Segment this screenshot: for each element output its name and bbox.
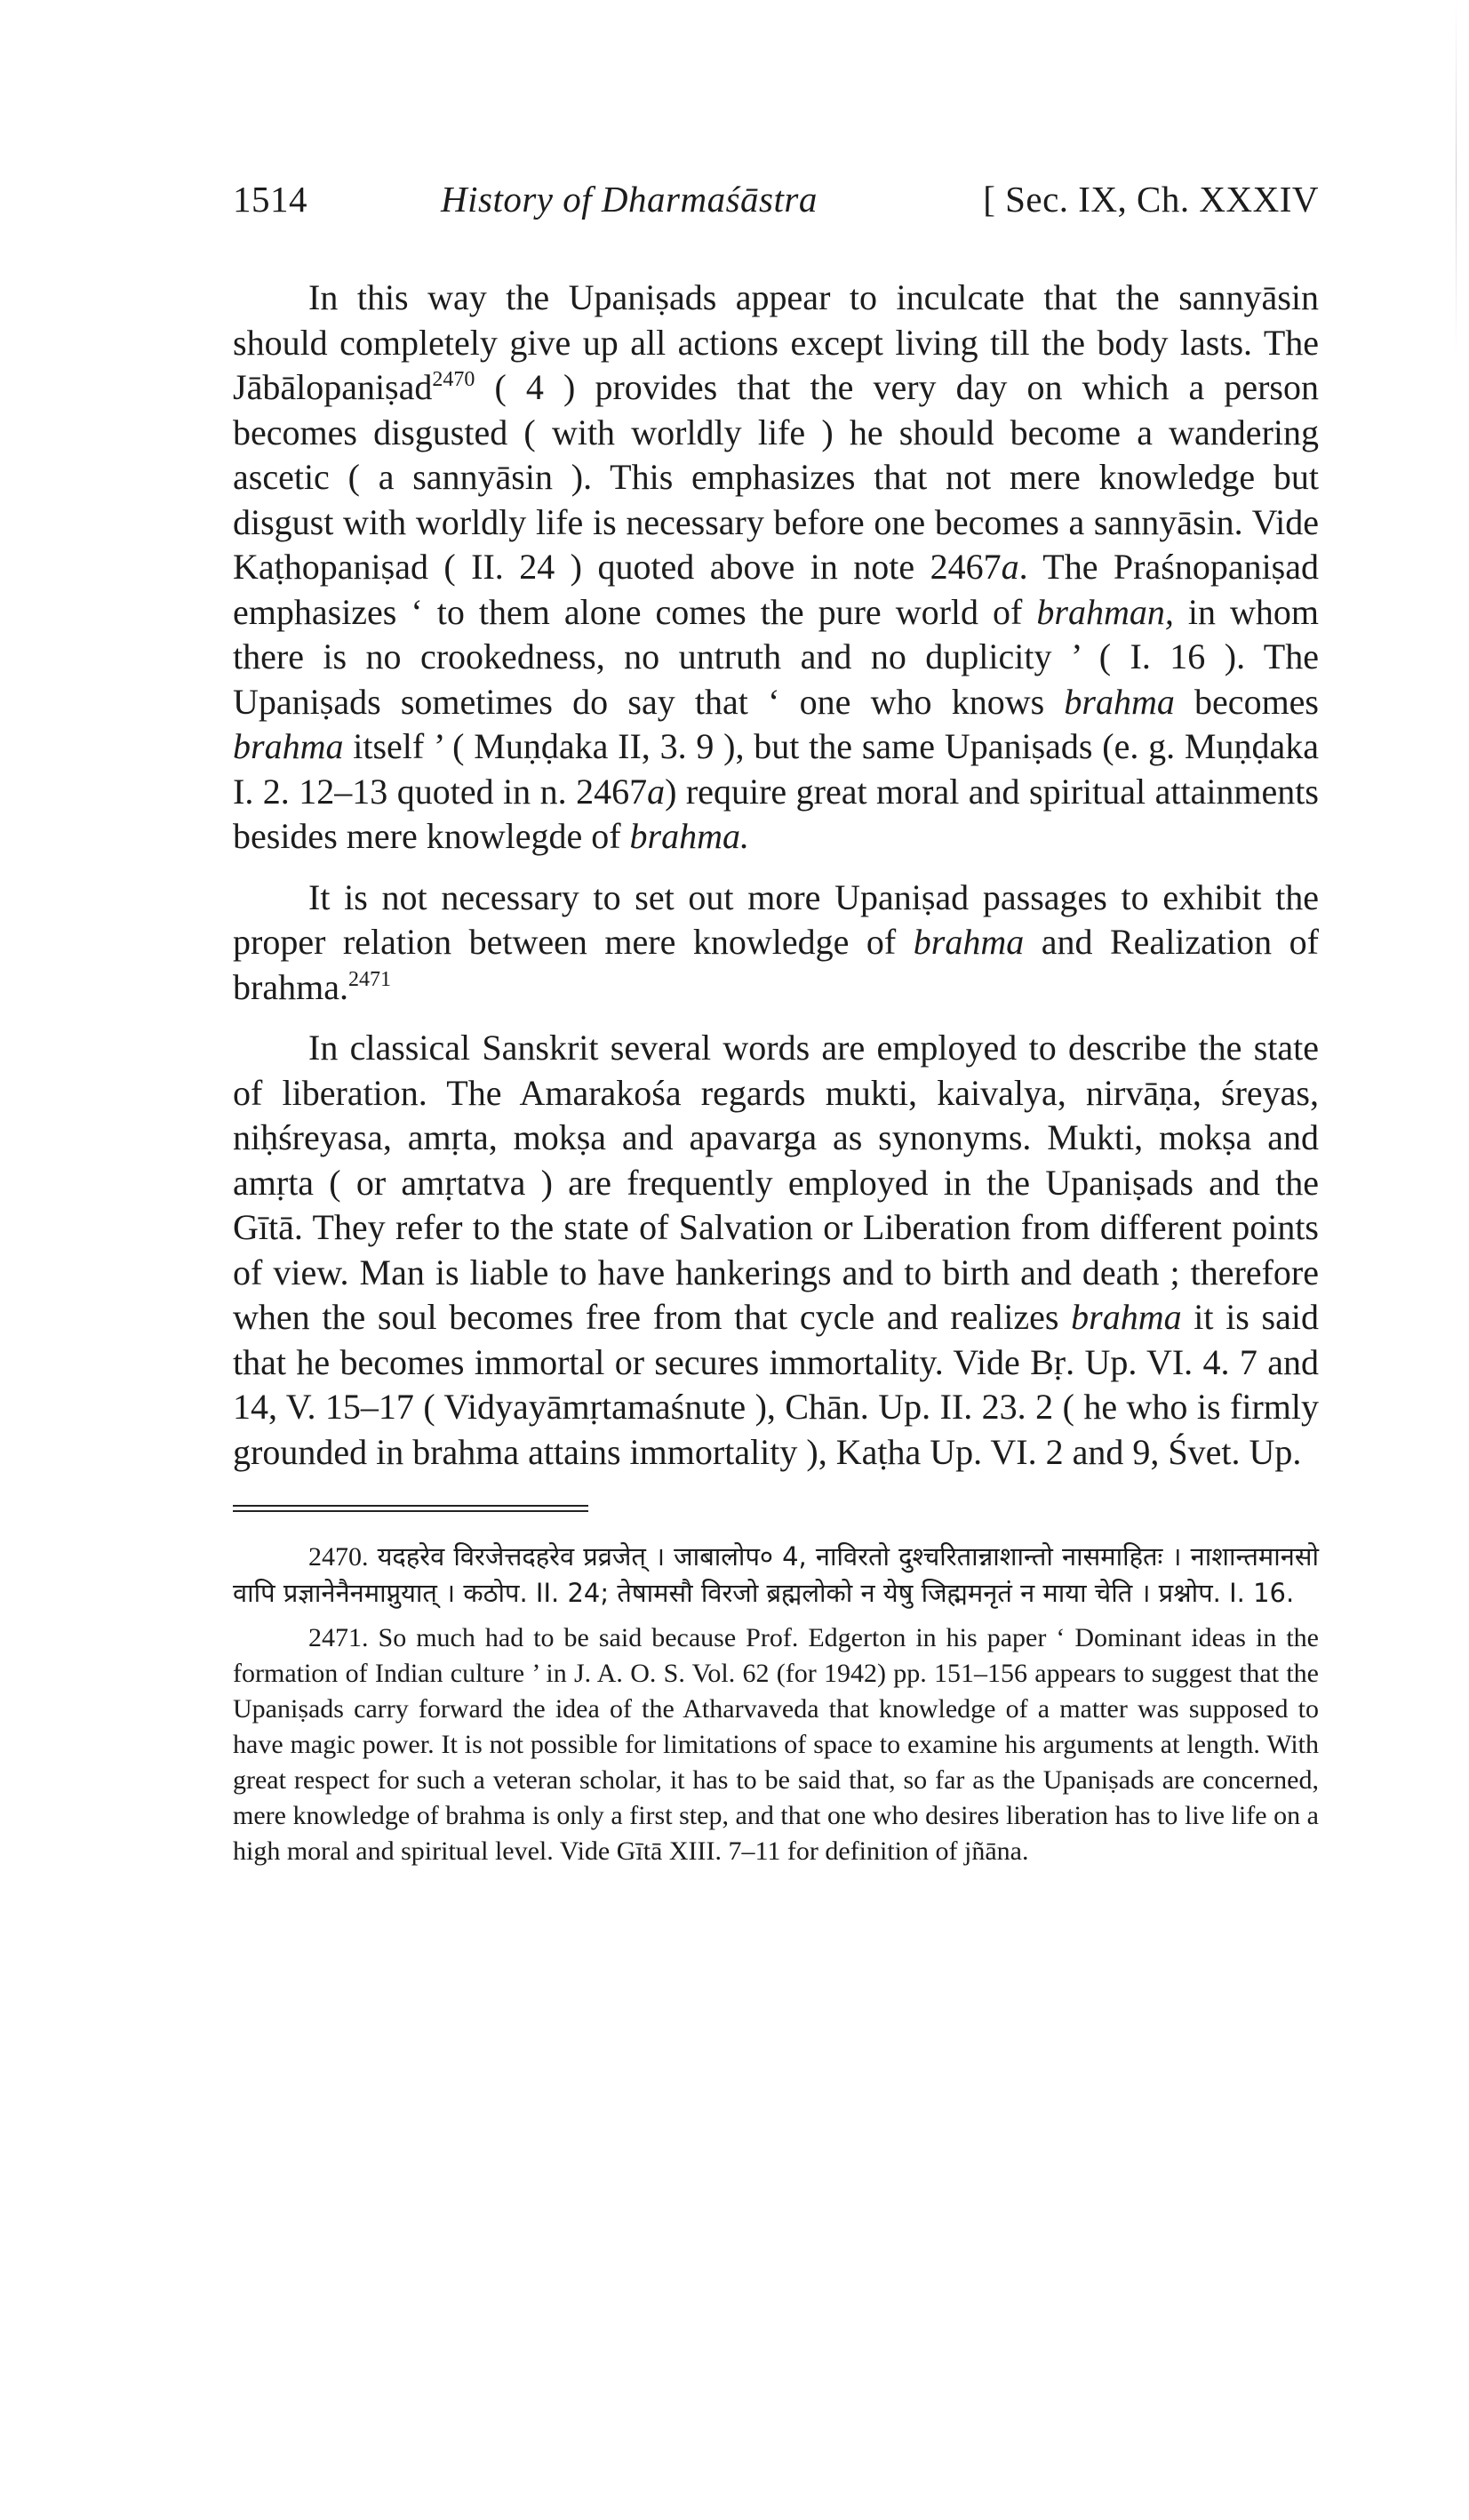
paragraph [233, 276, 1319, 860]
text-run: . The Praśnopaniṣad emphasizes ‘ to them alone comes the pure world of [233, 547, 1320, 632]
page-number: 1514 [233, 179, 307, 220]
text-run: it is said that he becomes immortal or secures immortality. Vide Bṛ. Up. VI. 4. 7 and 14, V. 15–17 ( Vidyayāmṛtamaśnute ), Chān. Up. II. 23. 2 ( he who is firmly grounded in brahma attains immortality ), Kaṭha Up. VI. 2 and 9, Śvet. Up. [233, 1297, 1319, 1472]
scan-edge-mark [1456, 0, 1457, 356]
footnote-number: 2471. [308, 1623, 369, 1652]
sanskrit-text: यदहरेव विरजेत्तदहरेव प्रव्रजेत् । जाबालोप० 4, नाविरतो दुश्चरितान्नाशान्तो नासमाहितः । नाशान्तमानसो वापि प्रज्ञानेनैनमाप्नुयात् । कठोप. II. 24; तेषामसौ विरजो ब्रह्मलोको न येषु जिह्ममनृतं न माया चेति । प्रश्नोप. I. 16. [233, 1541, 1319, 1608]
footnote-marker: 2470 [432, 368, 475, 391]
footnote-rule [233, 1505, 588, 1512]
italic-term: brahma. [629, 816, 749, 856]
italic-term: brahma [1064, 681, 1175, 722]
footnote-number: 2470. [308, 1542, 369, 1572]
running-header [233, 178, 1319, 249]
paragraph [233, 1026, 1319, 1475]
text-run: in whom there is no crookedness, no untruth and no duplicity ’ ( I. 16 ). The Upaniṣads sometimes do say that ‘ one who knows [233, 591, 1319, 722]
italic-term: a [647, 771, 666, 812]
text-run: In classical Sanskrit several words are employed to describe the state of liberation. The Amarakośa regards mukti, kaivalya, nirvāṇa, śreyas, niḥśreyasa, amṛta, mokṣa and apavarga as synonyms. Mukti, mokṣa and amṛta ( or amṛtatva ) are frequently employed in the Upaniṣads and the Gītā. They refer to the state of Salvation or Liberation from different points of view. Man is liable to have hankerings and to birth and death ; therefore when the soul becomes free from that cycle and realizes [233, 1028, 1319, 1337]
paragraph [233, 876, 1319, 1011]
italic-term: brahma [233, 726, 344, 766]
footnotes [233, 1539, 1319, 1869]
section-reference: [ Sec. IX, Ch. XXXIV [983, 179, 1319, 220]
text-run: becomes [1174, 681, 1319, 722]
italic-term: brahman, [1036, 591, 1174, 632]
text-run: itself ’ ( Muṇḍaka II, 3. 9 ), but the same Upaniṣads (e. g. Muṇḍaka I. 2. 12–13 quoted in n. 2467 [233, 726, 1319, 812]
italic-term: brahma [913, 922, 1025, 962]
text-run: So much had to be said because Prof. Edgerton in his paper ‘ Dominant ideas in the formation of Indian culture ’ in J. A. O. S. Vol. 62 (for 1942) pp. 151–156 appears to suggest that the Upaniṣads carry forward the idea of the Atharvaveda that knowledge of a matter was supposed to have magic power. It is not possible for limitations of space to examine his arguments at length. With great respect for such a veteran scholar, it has to be said that, so far as the Upaniṣads are concerned, mere knowledge of brahma is only a first step, and that one who desires liberation has to live life on a high moral and spiritual level. Vide Gītā XIII. 7–11 for definition of jñāna. [233, 1623, 1319, 1866]
italic-term: brahma [1071, 1297, 1182, 1337]
text-run: It is not necessary to set out more Upaniṣad passages to exhibit the proper relation between mere knowledge of [233, 876, 1319, 962]
footnote [233, 1620, 1319, 1869]
footnote [233, 1539, 1319, 1612]
book-page [233, 178, 1319, 1878]
footnote-marker: 2471 [347, 967, 391, 991]
text-run: ) require great moral and spiritual attainments besides mere knowlegde of [233, 771, 1319, 856]
italic-term: a [1001, 547, 1019, 587]
text-run: ( 4 ) provides that the very day on which a person becomes disgusted ( with worldly life ) he should become a wandering ascetic ( a sannyāsin ). This emphasizes that not mere knowledge but disgust with worldly life is necessary before one becomes a sannyāsin. Vide Kaṭhopaniṣad ( II. 24 ) quoted above in note 2467 [233, 367, 1319, 587]
running-title: History of Dharmaśāstra [441, 179, 818, 220]
body-text [233, 276, 1319, 1475]
text-run: and Realization of brahma. [233, 922, 1319, 1007]
text-run: In this way the Upaniṣads appear to inculcate that the sannyāsin should completely give up all actions except living till the body lasts. The Jābālopaniṣad [233, 277, 1319, 407]
